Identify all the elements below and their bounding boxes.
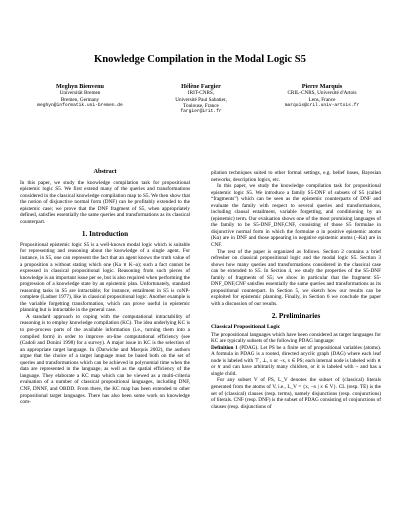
author-1 [20, 84, 140, 115]
author-affiliation: Bremen, Germany [60, 96, 100, 103]
author-email: meghyn@informatik.uni-bremen.de [37, 102, 123, 108]
definition-label: Definition 1 [211, 344, 238, 351]
paragraph: The propositional languages which have been considered as target languages for KC are typically subsets of the following PDAG language: [211, 331, 381, 345]
definition-paragraph [211, 345, 381, 378]
abstract-heading: Abstract [93, 168, 117, 175]
paper-title: Knowledge Compilation in the Modal Logic S5 [94, 54, 306, 65]
author-affiliation: Toulouse, France [183, 102, 219, 109]
paragraph: A standard approach to coping with the computational intractability of reasoning is to employ knowledge compilation (KC). The idea underlying KC is to pre-process parts of the available information (i.e., turning them into a compiled form) in order to improve on-line computational efficiency (see (Cadoli and Donini 1998) for a survey). A major issue in KC is the selection of an appropriate target language. In (Darwiche and Marquis 2002), the authors argue that the choice of a target language must be based both on the set of queries and transformations which can be achieved in polynomial time when the data are represented in the language, as well as the spatial efficiency of the language. They elaborate a KC map which can be viewed as a multi-criteria evaluation of a number of classical propositional languages, including DNF, CNF, DNNF, and OBDD. From there, the KC map has been extended to other propositional target languages. There has also been some work on knowledge com- [20, 313, 190, 406]
author-affiliation: CRIL-CNRS, Université d'Artois [287, 90, 357, 97]
author-email: marquis@cril.univ-artois.fr [284, 102, 360, 108]
subsection-heading: Classical Propositional Logic [211, 324, 281, 331]
section-heading-introduction: 1. Introduction [81, 230, 129, 239]
right-column [211, 170, 381, 410]
left-column [20, 170, 190, 406]
author-affiliation: IRIT-CNRS, [187, 90, 215, 97]
paragraph: Propositional epistemic logic S5 is a well-known modal logic which is suitable for representing and reasoning about the knowledge of a single agent. For instance, in S5, one can represent the fact that an agent knows the truth value of a proposition a without stating which one (Ka ∨ K¬a); such a fact cannot be expressed in classical propositional logic. Reasoning from such pieces of knowledge is an important issue per se, but is also required when performing the progression of a knowledge state by an epistemic plan. Unfortunately, standard reasoning tasks in S5 are intractable; for instance, entailment in S5 is coNP-complete (Ladner 1977), like in classical propositional logic. Another example is the variable forgetting transformation, which can prove useful in epistemic planning but is intractable in the general case. [20, 241, 190, 314]
abstract-text: In this paper, we study the knowledge compilation task for propositional epistemic logic S5. We first extend many of the queries and transformations considered in the classical knowledge compilation map to S5. We then show that the notion of disjunctive normal form (DNF) can be profitably extended to the epistemic case; we prove that the DNF fragment of S5, when appropriately defined, satisfies essentially the same queries and transformations as its classical counterpart. [20, 179, 190, 225]
paragraph: pilation techniques suited to other formal settings, e.g. belief bases, Bayesian networks, description logics, etc. [211, 170, 381, 183]
author-name: Meghyn Bienvenu [56, 83, 104, 90]
author-name: Hélène Fargier [181, 83, 221, 90]
author-affiliation: Université Paul Sabatier, [175, 96, 227, 103]
section-heading-preliminaries: 2. Preliminaries [271, 312, 321, 321]
author-name: Pierre Marquis [301, 83, 343, 90]
author-block [20, 84, 382, 115]
author-2 [141, 84, 261, 115]
paragraph: For any subset V of PS, L_V denotes the subset of (classical) literals generated from the atoms of V, i.e., L_V = {x, ¬x | x ∈ V}. CL (resp. TE) is the set of (classical) clauses (resp. terms), namely disjunctions (resp. conjunctions) of literals. CNF (resp. DNF) is the subset of PDAG consisting of conjunctions of clauses (resp. disjunctions of [211, 377, 381, 410]
paragraph: The rest of the paper is organized as follows. Section 2 contains a brief refresher on classical propositional logic and the modal logic S5. Section 3 shows how many queries and transformations considered in the classical case can be extended to S5. In Section 4, we study the properties of the S5-DNF family of fragments of S5; we show in particular that the fragment S5-DNF_DNF,CNF satisfies essentially the same queries and transformations as its propositional counterpart. In Section 5, we sketch how our results can be exploited for epistemic planning. Finally, in Section 6 we conclude the paper with a discussion of our results. [211, 248, 381, 307]
paragraph: In this paper, we study the knowledge compilation task for propositional epistemic logic S5. We introduce a family S5-DNF of subsets of S5 (called “fragments”) which can be seen as the epistemic counterparts of DNF and evaluate the family with respect to several queries and transformations, including clausal entailment, variable forgetting, and conditioning by an (epistemic) term. Our evaluation shows one of the most promising languages of the family to be S5-DNF_DNF,CNF, consisting of those S5 formulae in disjunctive normal form in which the formulae α in positive epistemic atoms (Kα) are in DNF and those appearing in negative epistemic atoms (¬Kα) are in CNF. [211, 183, 381, 249]
definition-text: (PDAG). Let PS be a finite set of propositional variables (atoms). A formula in PDAG is a rooted, directed acyclic graph (DAG) where each leaf node is labeled with ⊤, ⊥, x or ¬x, x ∈ PS; each internal node is labeled with ∧ or ∨ and can have arbitrarily many children, or it is labeled with ¬ and has a single child. [211, 344, 382, 377]
author-3 [262, 84, 382, 115]
author-affiliation: Universität Bremen [59, 90, 101, 97]
author-affiliation: Lens, France [308, 96, 336, 103]
author-email: fargier@irit.fr [180, 109, 222, 115]
